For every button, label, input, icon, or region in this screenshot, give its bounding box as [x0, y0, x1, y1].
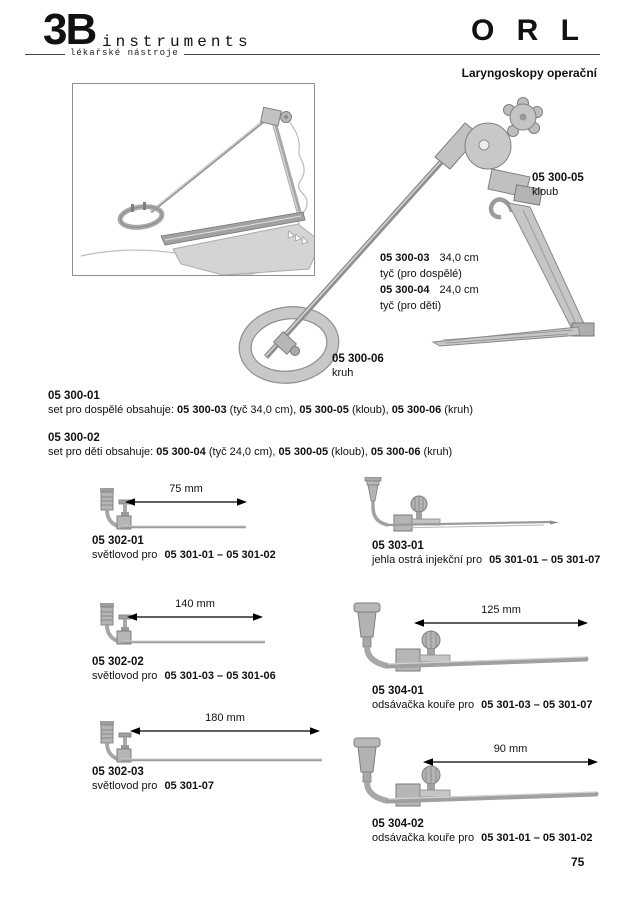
set-child-code: 05 300-02: [48, 432, 100, 444]
section-title: O R L: [471, 14, 586, 47]
product-5-code: 05 304-02: [372, 818, 424, 830]
dimension-arrow-125mm: [414, 604, 588, 629]
dimension-label-75mm: 75 mm: [169, 483, 203, 495]
dimension-arrow-75mm: [125, 483, 247, 508]
brand-tagline-rule: [25, 48, 600, 58]
set-adult: [48, 389, 473, 417]
rule-left: [25, 54, 65, 55]
brand-logo-mark: 3B: [43, 5, 96, 54]
rod-child-size: 24,0 cm: [439, 284, 479, 296]
rod-adult-size: 34,0 cm: [439, 252, 479, 264]
page-number: 75: [571, 855, 585, 869]
joint-code: 05 300-05: [532, 172, 584, 184]
dimension-label-125mm: 125 mm: [481, 604, 521, 616]
set-adult-code: 05 300-01: [48, 390, 100, 402]
product-5-desc: odsávačka kouře pro 05 301-01 – 05 301-02: [372, 832, 593, 844]
rod-adult-name: tyč (pro dospělé): [380, 268, 462, 280]
brand-logo-name: instruments: [102, 33, 252, 51]
joint-name: kloub: [532, 186, 559, 198]
product-1: [372, 539, 600, 567]
needle-drawing: [358, 477, 568, 535]
product-3: [372, 684, 592, 712]
joint-label: [532, 171, 584, 199]
dimension-arrow-90mm: [423, 743, 598, 768]
dimension-label-90mm: 90 mm: [493, 743, 528, 755]
rule-right: [184, 54, 600, 55]
product-1-code: 05 303-01: [372, 540, 424, 552]
dimension-arrow-180mm: [130, 712, 320, 737]
product-5: [372, 817, 592, 845]
brand-tagline: lékařské nástroje: [70, 48, 179, 58]
ring-code: 05 300-06: [332, 353, 384, 365]
product-4-code: 05 302-03: [92, 766, 144, 778]
product-2-desc: světlovod pro 05 301-03 – 05 301-06: [92, 670, 276, 682]
thumb-screw: [411, 496, 427, 519]
set-child: [48, 431, 452, 459]
thumb-screw: [422, 766, 440, 791]
product-2-code: 05 302-02: [92, 656, 144, 668]
product-3-code: 05 304-01: [372, 685, 424, 697]
rod-child-name: tyč (pro děti): [380, 300, 442, 312]
set-adult-desc: set pro dospělé obsahuje: 05 300-03 (tyč 34,0 cm), 05 300-05 (kloub), 05 300-06 (kruh): [48, 404, 474, 416]
set-child-desc: set pro děti obsahuje: 05 300-04 (tyč 24,0 cm), 05 300-05 (kloub), 05 300-06 (kruh): [48, 446, 453, 458]
product-4: [92, 765, 214, 793]
product-1-desc: jehla ostrá injekční pro 05 301-01 – 05 301-07: [372, 554, 601, 566]
star-knob: [504, 98, 543, 137]
product-2: [92, 655, 276, 683]
product-0: [92, 534, 276, 562]
thumb-screw: [422, 631, 440, 656]
dimension-label-140mm: 140 mm: [175, 598, 215, 610]
rod-child-code: 05 300-04: [380, 284, 430, 296]
product-0-desc: světlovod pro 05 301-01 – 05 301-02: [92, 549, 276, 561]
dimension-arrow-140mm: [127, 598, 263, 623]
page-subtitle: Laryngoskopy operační: [461, 66, 597, 80]
rod-label: [380, 250, 479, 314]
product-3-desc: odsávačka kouře pro 05 301-03 – 05 301-07: [372, 699, 593, 711]
laryngoscope-assembly-drawing: [228, 95, 624, 387]
ring-label: [332, 352, 384, 380]
ring-name: kruh: [332, 367, 354, 379]
product-4-desc: světlovod pro 05 301-07: [92, 780, 214, 792]
dimension-label-180mm: 180 mm: [205, 712, 245, 724]
product-0-code: 05 302-01: [92, 535, 144, 547]
rod-adult-code: 05 300-03: [380, 252, 430, 264]
